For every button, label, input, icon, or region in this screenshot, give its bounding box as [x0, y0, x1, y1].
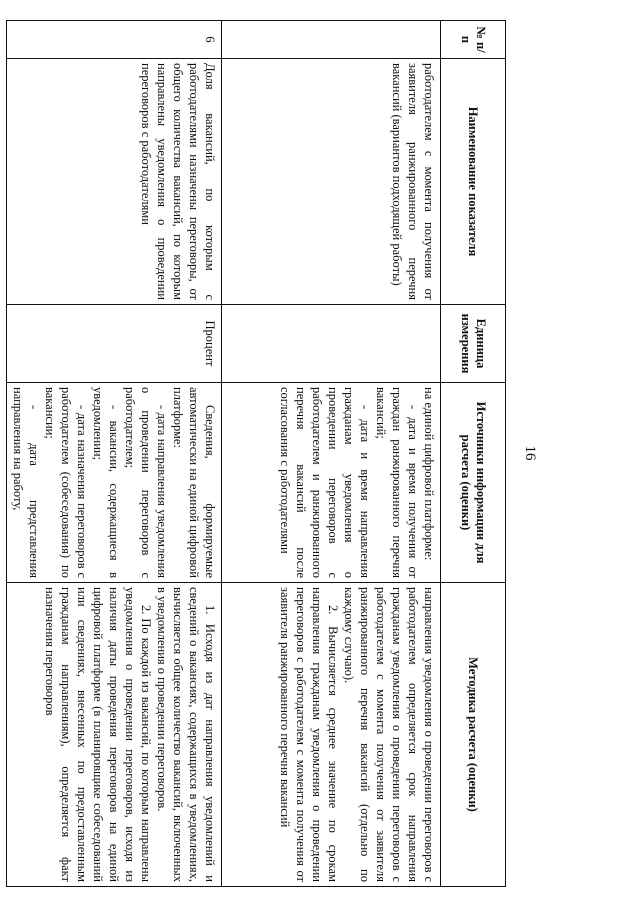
- header-indicator: Наименование показателя: [441, 59, 506, 305]
- cell-num: 6: [7, 21, 222, 59]
- cell-sources: [7, 383, 222, 583]
- table-row: [222, 21, 441, 887]
- cell-num: [222, 21, 441, 59]
- method-paragraph: 2. По каждой из вакансий, по которым направлены уведомления о проведении переговоров, исходя из наличия даты проведения переговоров на единой цифровой платформе (в планировщике собеседований или сведениях, внесенных по предоставленным гражданам направлениям), определяется факт назначения переговоров: [43, 587, 153, 882]
- sources-line: на единой цифровой платформе:: [422, 387, 436, 561]
- indicators-table: [6, 20, 506, 887]
- table-header-row: [441, 21, 506, 887]
- sources-line: - вакансии, содержащиеся в уведомлении;: [91, 387, 121, 578]
- sources-line: - дата направления уведомления о проведении переговоров с работодателем;: [123, 387, 169, 578]
- cell-sources: [222, 383, 441, 583]
- sources-line: - дата представления направления на работу,: [11, 387, 41, 578]
- header-sources: Источники информации для расчета (оценки): [441, 383, 506, 583]
- sources-line: Сведения, формируемые автоматически на единой цифровой платформе:: [171, 387, 217, 578]
- cell-method: [7, 583, 222, 887]
- method-paragraph: 2. Вычисляется среднее значение по срокам направления гражданам уведомления о проведении переговоров с работодателем с момента получения от заявителя ранжированного перечня вакансий: [278, 587, 340, 882]
- sources-line: - дата и время получения от граждан ранжированного перечня вакансий;: [374, 387, 420, 578]
- method-paragraph: направления уведомления о проведении переговоров с работодателем определяется срок направления гражданам уведомления о проведении переговоров с работодателем с момента получения от заявителя ранжированного перечня вакансий (отдельно по каждому случаю).: [342, 587, 436, 882]
- page-number: 16: [522, 445, 538, 461]
- header-method: Методика расчета (оценки): [441, 583, 506, 887]
- sources-line: - дата и время направления гражданам уведомления о проведении переговоров с работодателем и ранжированного перечня вакансий после согласования с работодателями: [278, 387, 372, 578]
- cell-method: [222, 583, 441, 887]
- method-paragraph: 1. Исходя из дат направления уведомлений и сведений о вакансиях, содержащихся в уведомлениях, вычисляется общее количество вакансий, включенных в уведомления о проведении переговоров.: [155, 587, 217, 882]
- cell-indicator: работодателем с момента получения от заявителя ранжированного перечня вакансий (вариантов подходящей работы): [222, 59, 441, 305]
- cell-unit: [222, 305, 441, 383]
- header-unit: Единица измерения: [441, 305, 506, 383]
- cell-unit: Процент: [7, 305, 222, 383]
- rotated-page: [11, 20, 576, 886]
- header-num: № п/п: [441, 21, 506, 59]
- cell-indicator: Доля вакансий, по которым с работодателями назначены переговоры, от общего количества вакансий, по которым направлены уведомления о проведении переговоров с работодателями: [7, 59, 222, 305]
- sources-line: - дата назначения переговоров с работодателем (собеседования) по вакансии;: [43, 387, 89, 578]
- table-row: [7, 21, 222, 887]
